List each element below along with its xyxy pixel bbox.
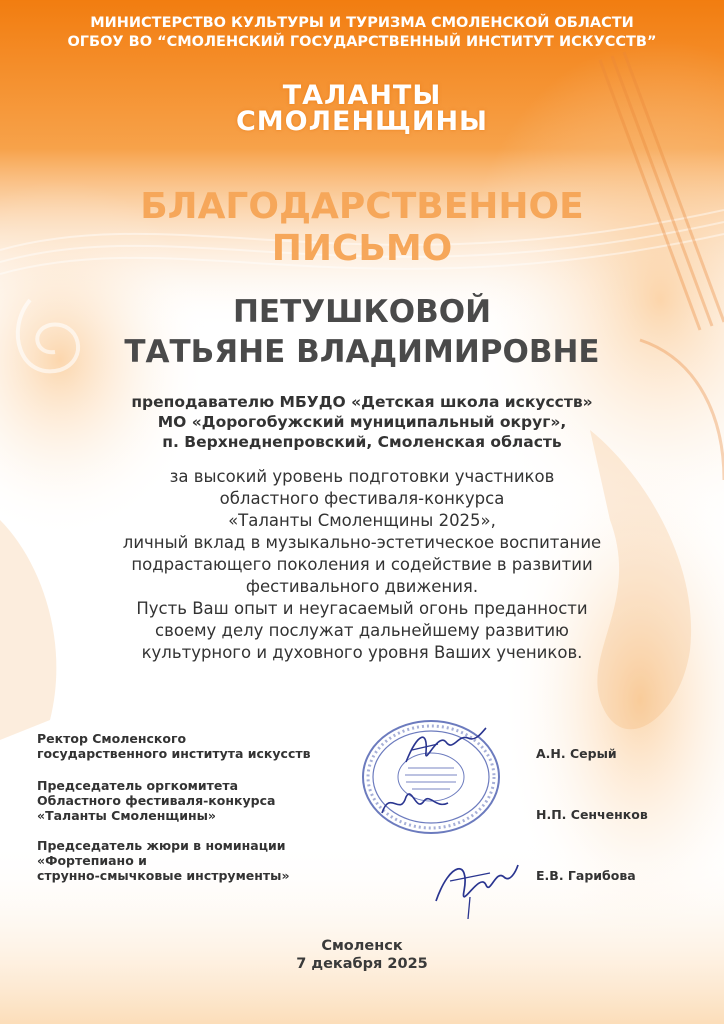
signatory-title-line: «Фортепиано и [37,853,147,868]
signatory-title-line: Председатель оргкомитета [37,778,239,793]
recipient-name [0,292,724,372]
body-line: личный вклад в музыкально-эстетическое воспитание [122,533,602,552]
body-line: «Таланты Смоленщины 2025», [228,511,496,530]
signatory-jury-name: Е.В. Гарибова [536,868,636,883]
body-line: культурного и духовного уровня Ваших учеников. [141,643,583,662]
signatory-title-line: Ректор Смоленского [37,731,187,746]
jury-chair-signature [430,851,520,923]
signatory-title-line: государственного института искусств [37,746,311,761]
body-line: областного фестиваля-конкурса [219,489,505,508]
issuer-header [0,14,724,52]
signatory-orgcommittee-name: Н.П. Сенченков [536,807,648,822]
document-title-line1: БЛАГОДАРСТВЕННОЕ [140,186,584,227]
position-line: преподавателю МБУДО «Детская школа искусств» [131,393,593,411]
body-line: Пусть Ваш опыт и неугасаемый огонь преданности [136,599,588,618]
gratitude-text [0,466,724,664]
rector-signature [398,722,488,782]
body-line: фестивального движения. [245,577,479,596]
festival-brand-line1: ТАЛАНТЫ [282,80,442,111]
institution-name: ОГБОУ ВО “СМОЛЕНСКИЙ ГОСУДАРСТВЕННЫЙ ИНСТИТУТ ИСКУССТВ” [67,34,657,50]
recipient-surname: ПЕТУШКОВОЙ [232,294,492,330]
position-line: п. Верхнеднепровский, Смоленская область [162,433,562,451]
signatory-rector-title [37,731,311,761]
ministry-name: МИНИСТЕРСТВО КУЛЬТУРЫ И ТУРИЗМА СМОЛЕНСКОЙ ОБЛАСТИ [90,15,634,31]
document-title [0,186,724,270]
recipient-position [0,392,724,452]
signatory-orgcommittee-title [37,778,275,823]
signatory-title-line: «Таланты Смоленщины» [37,808,217,823]
signatory-title-line: струнно-смычковые инструменты» [37,868,290,883]
recipient-given-names: ТАТЬЯНЕ ВЛАДИМИРОВНЕ [124,334,600,370]
signatory-title-line: Областного фестиваля-конкурса [37,793,276,808]
festival-brand [0,80,724,137]
body-line: своему делу послужат дальнейшему развитию [155,621,569,640]
signatory-rector-name: А.Н. Серый [536,746,617,761]
issue-city: Смоленск [321,938,403,954]
place-and-date [0,937,724,973]
orgcommittee-signature [376,783,456,823]
position-line: МО «Дорогобужский муниципальный округ», [157,413,567,431]
body-line: за высокий уровень подготовки участников [169,467,555,486]
issue-date: 7 декабря 2025 [296,956,428,972]
signatory-jury-title [37,838,290,883]
festival-brand-line2: СМОЛЕНЩИНЫ [235,106,489,137]
body-line: подрастающего поколения и содействие в развитии [131,555,593,574]
signatory-title-line: Председатель жюри в номинации [37,838,286,853]
document-title-line2: ПИСЬМО [271,228,453,269]
